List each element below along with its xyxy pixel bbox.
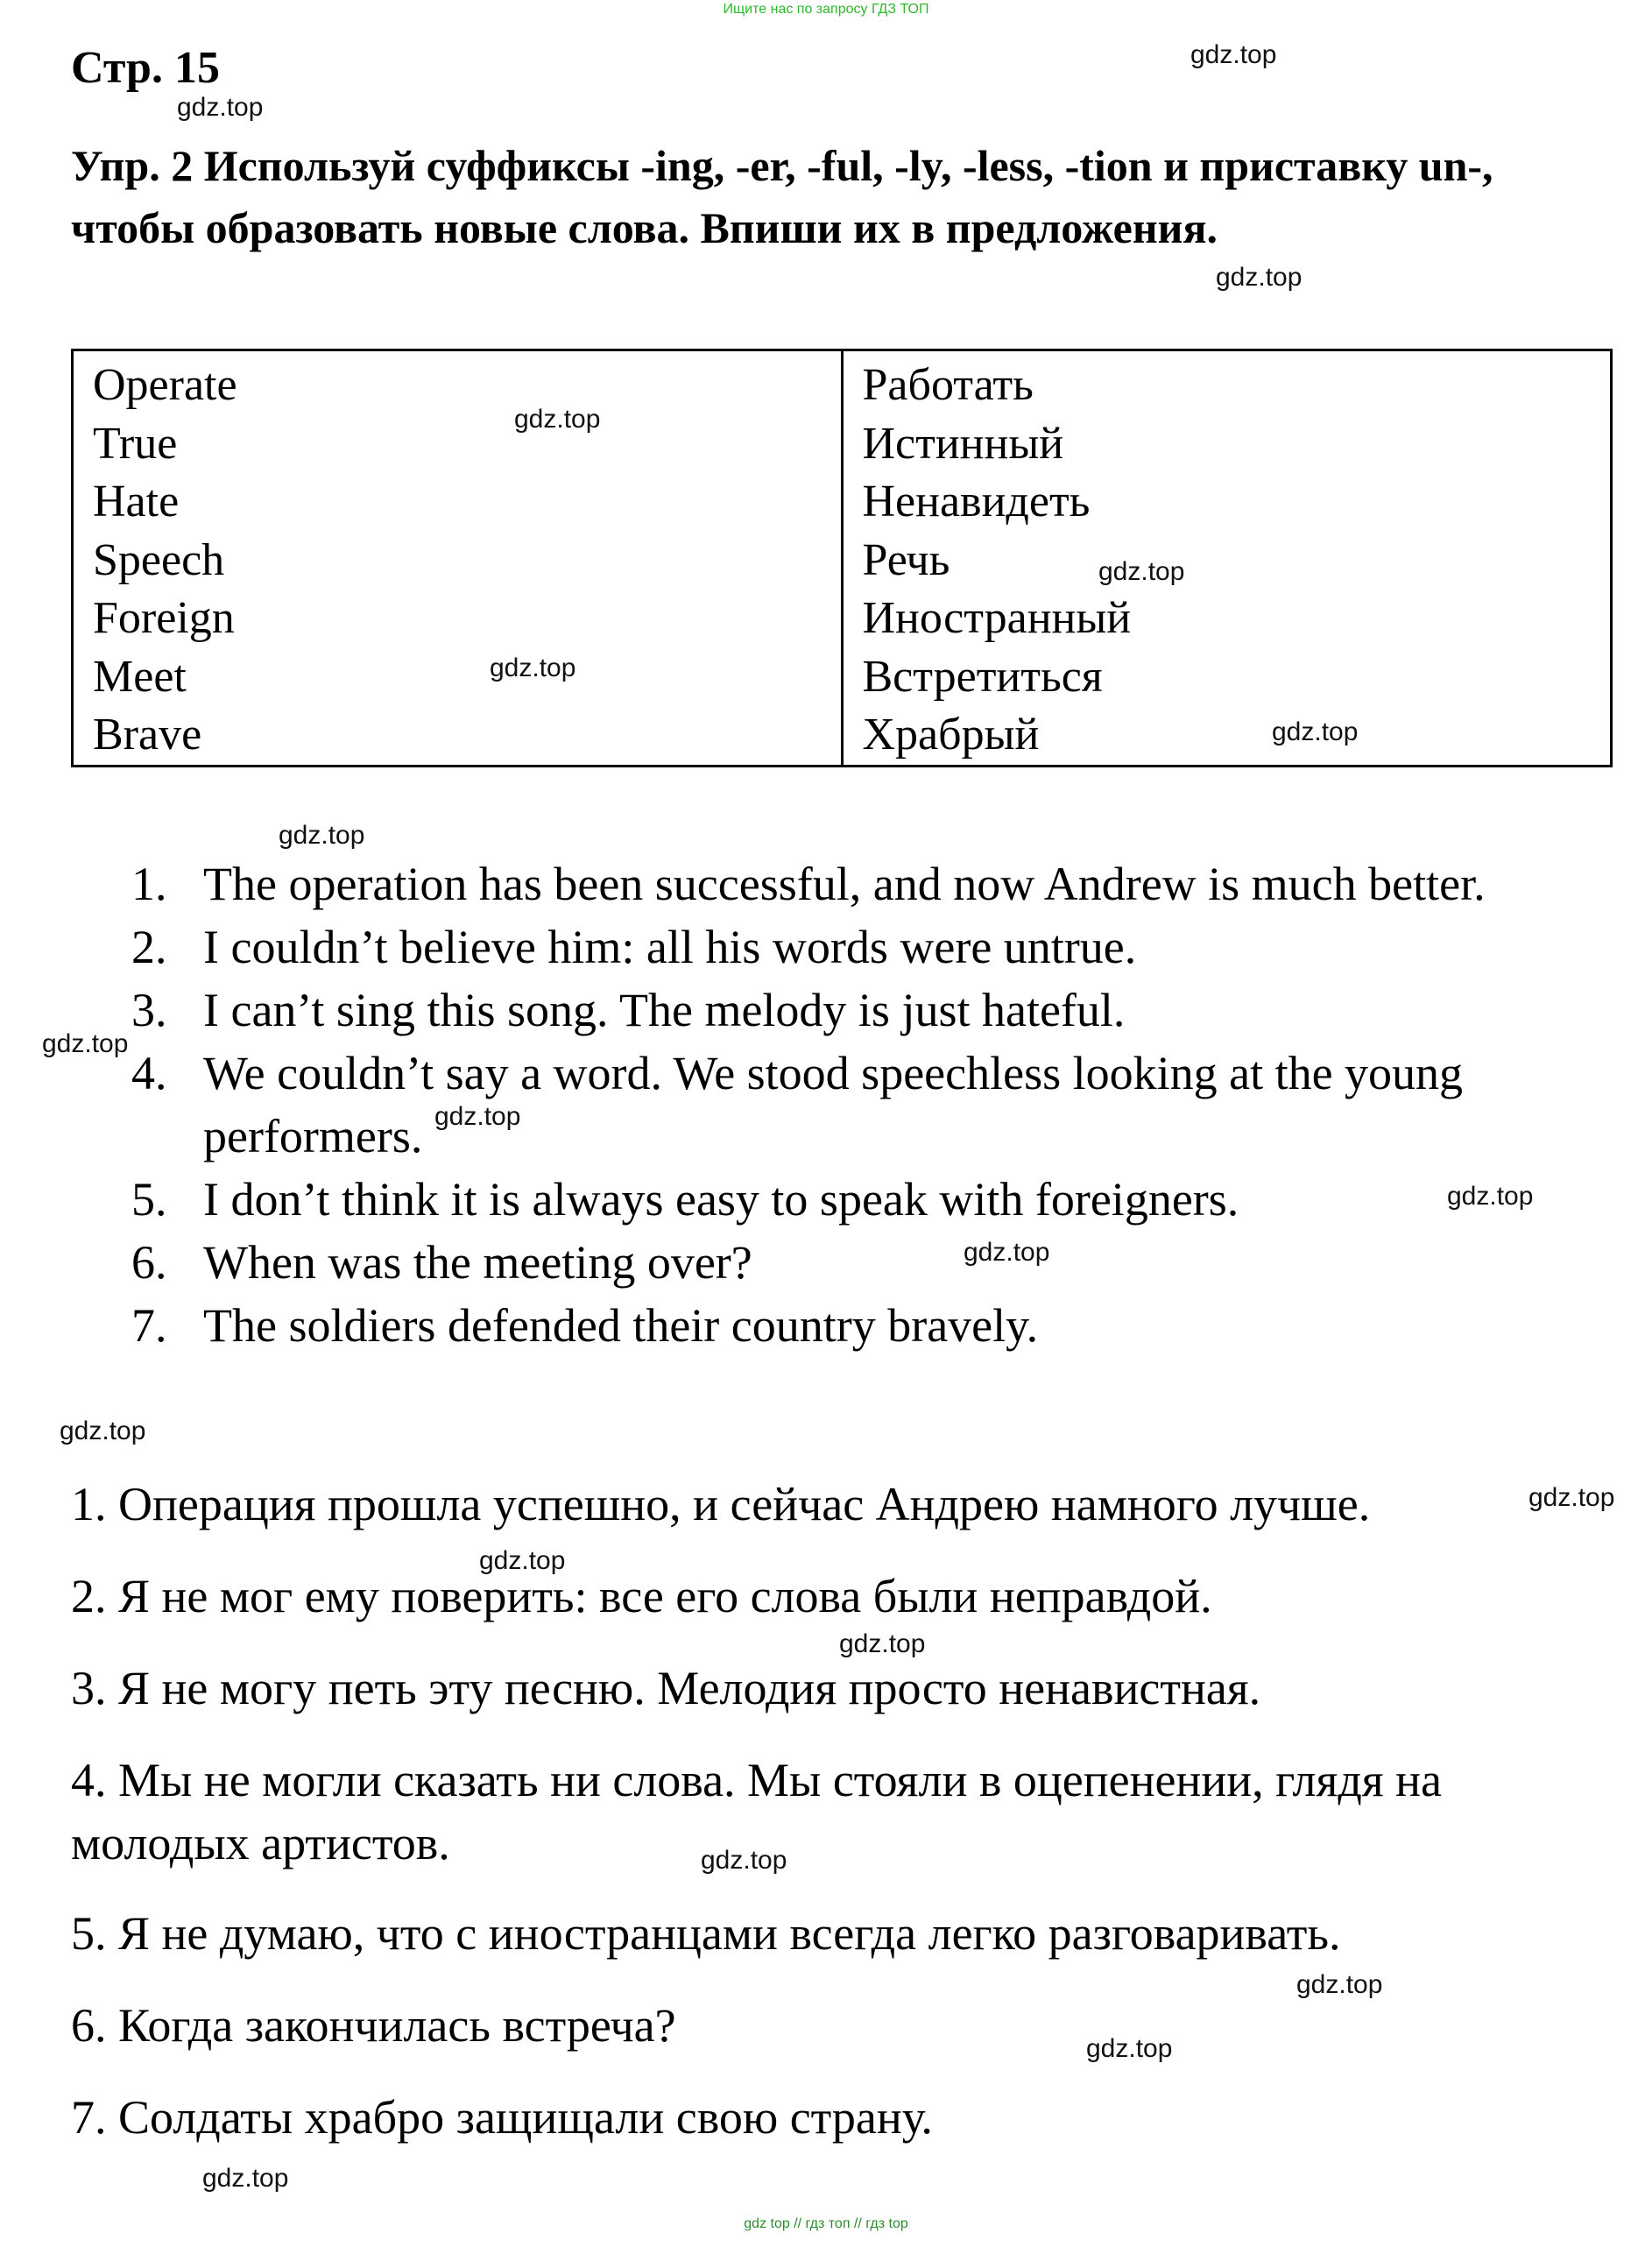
watermark-text: gdz.top [964, 1238, 1050, 1267]
watermark-text: gdz.top [434, 1102, 521, 1131]
russian-sentence: 1. Операция прошла успешно, и сейчас Андрею намного лучше. [71, 1478, 1371, 1530]
russian-word: Речь [862, 534, 950, 585]
russian-word: Храбрый [862, 710, 1040, 760]
watermark-text: gdz.top [1216, 263, 1303, 292]
russian-sentence: 3. Я не могу петь эту песню. Мелодия просто ненавистная. [71, 1662, 1261, 1714]
sentence-text: The operation has been successful, and now Andrew is much better. [203, 858, 1486, 910]
russian-words-cell [842, 350, 1612, 767]
watermark-text: gdz.top [202, 2164, 289, 2193]
list-item [131, 1294, 1652, 1357]
russian-word: Иностранный [862, 593, 1132, 643]
sentence-text: When was the meeting over? [203, 1236, 752, 1289]
english-word: Speech [93, 534, 225, 585]
top-search-banner[interactable]: Ищите нас по запросу ГДЗ ТОП [723, 2, 929, 17]
sentence-text: I couldn’t believe him: all his words were untrue. [203, 921, 1137, 973]
list-item [131, 852, 1652, 915]
watermark-text: gdz.top [42, 1029, 129, 1058]
watermark-text: gdz.top [701, 1846, 787, 1875]
english-word: Meet [93, 651, 187, 702]
english-word: Hate [93, 477, 180, 526]
watermark-text: gdz.top [1528, 1483, 1615, 1512]
item-number: 5. [131, 1173, 167, 1226]
english-sentence-list [131, 852, 1652, 1357]
watermark-text: gdz.top [839, 1629, 926, 1658]
watermark-text: gdz.top [1272, 717, 1359, 746]
list-item [131, 1168, 1652, 1231]
russian-word: Истинный [862, 418, 1064, 469]
russian-sentence: 7. Солдаты храбро защищали свою страну. [71, 2091, 933, 2144]
watermark-text: gdz.top [1447, 1182, 1534, 1211]
watermark-text: gdz.top [1190, 40, 1277, 69]
watermark-text: gdz.top [279, 821, 365, 850]
russian-word: Работать [862, 360, 1034, 410]
item-number: 2. [131, 921, 167, 973]
list-item [131, 1231, 1652, 1294]
footer-links[interactable]: gdz top // гдз топ // гдз top [744, 2216, 908, 2231]
english-word: Foreign [93, 593, 235, 643]
list-item [131, 915, 1652, 979]
english-word: Operate [93, 360, 237, 410]
russian-word: Ненавидеть [862, 477, 1091, 526]
english-words-cell [73, 350, 843, 767]
english-word: True [93, 418, 178, 469]
watermark-text: gdz.top [177, 93, 264, 122]
sentence-text: We couldn’t say a word. We stood speechless looking at the young performers. [203, 1047, 1464, 1162]
watermark-text: gdz.top [514, 405, 601, 434]
russian-sentence: 5. Я не думаю, что с иностранцами всегда легко разговаривать. [71, 1907, 1341, 1960]
russian-sentence: 2. Я не мог ему поверить: все его слова были неправдой. [71, 1570, 1212, 1622]
item-number: 3. [131, 984, 167, 1036]
exercise-instruction: Упр. 2 Используй суффиксы -ing, -er, -ful, -ly, -less, -tion и приставку un-, чтобы образовать новые слова. Впиши их в предложения. [71, 141, 1493, 252]
watermark-text: gdz.top [1296, 1970, 1383, 1999]
watermark-text: gdz.top [60, 1417, 146, 1445]
word-table [71, 349, 1613, 767]
table-row [73, 350, 1612, 767]
sentence-text: I don’t think it is always easy to speak with foreigners. [203, 1173, 1239, 1226]
russian-sentence: 4. Мы не могли сказать ни слова. Мы стояли в оцепенении, глядя на молодых артистов. [71, 1754, 1442, 1869]
item-number: 4. [131, 1047, 167, 1099]
russian-sentence: 6. Когда закончилась встреча? [71, 1999, 676, 2052]
page-title: Стр. 15 [71, 43, 220, 93]
watermark-text: gdz.top [1098, 557, 1185, 586]
sentence-text: I can’t sing this song. The melody is just hateful. [203, 984, 1126, 1036]
item-number: 7. [131, 1299, 167, 1352]
english-word: Brave [93, 710, 202, 760]
watermark-text: gdz.top [490, 654, 576, 682]
watermark-text: gdz.top [1086, 2034, 1173, 2063]
list-item [131, 1042, 1652, 1168]
russian-word: Встретиться [862, 651, 1103, 702]
list-item [131, 979, 1652, 1042]
watermark-text: gdz.top [479, 1546, 566, 1575]
sentence-text: The soldiers defended their country bravely. [203, 1299, 1039, 1352]
item-number: 1. [131, 858, 167, 910]
item-number: 6. [131, 1236, 167, 1289]
